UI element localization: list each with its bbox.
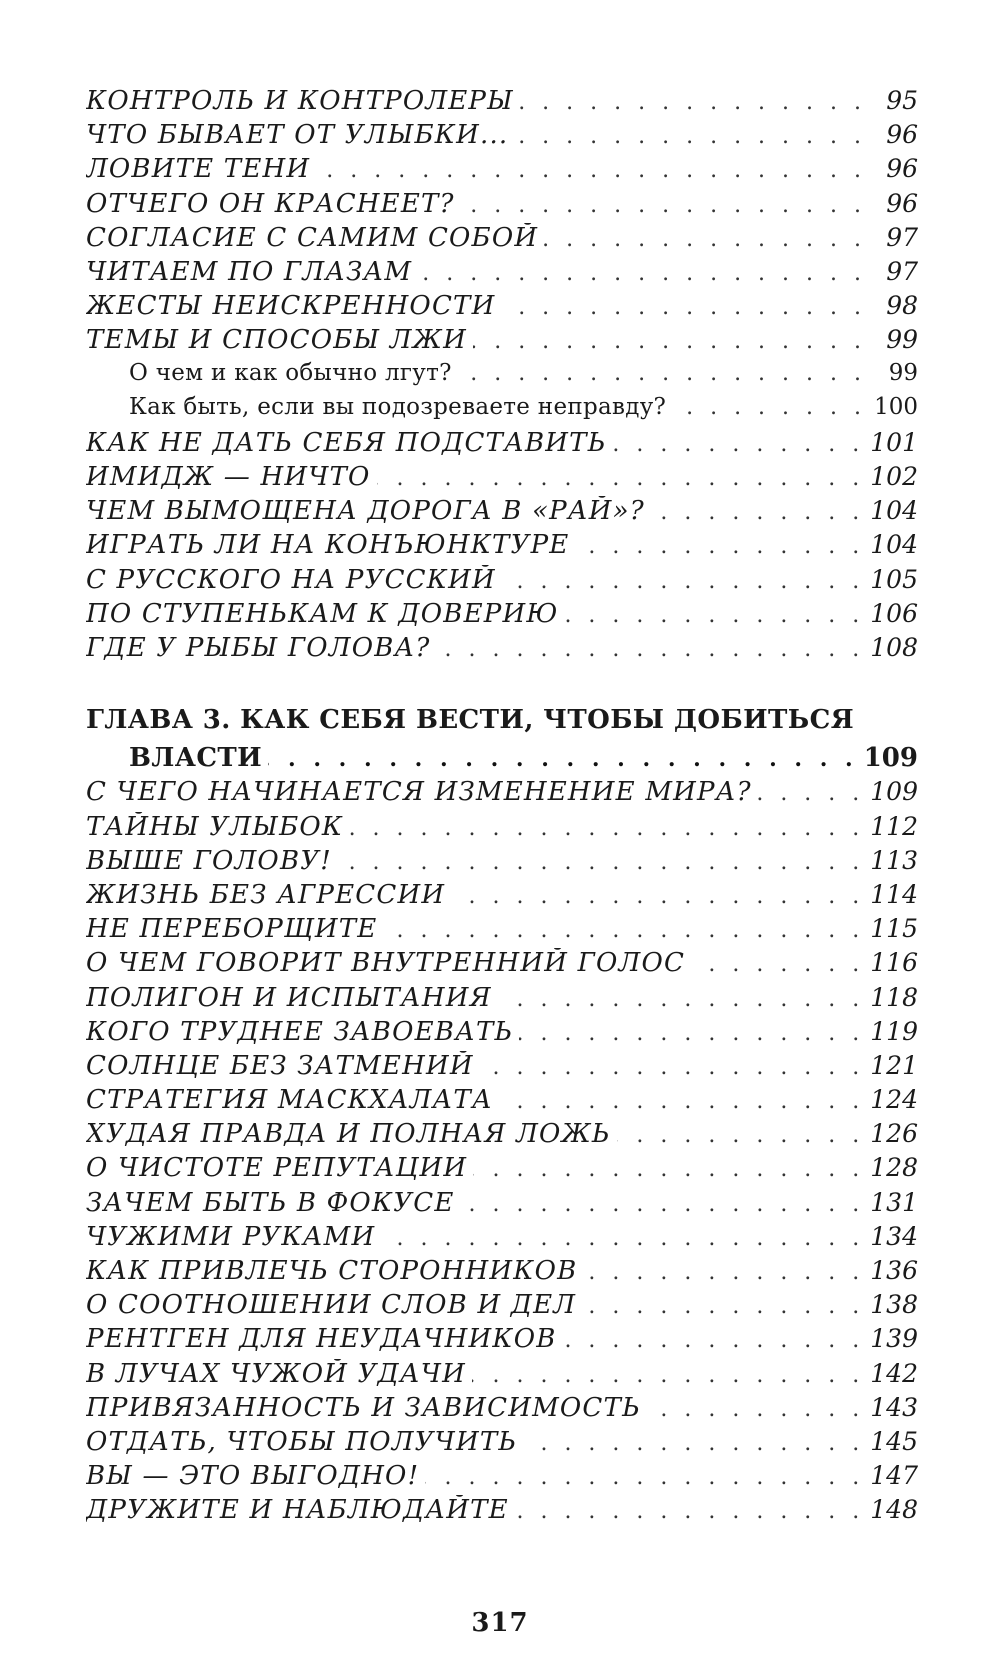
dot-leader	[563, 1328, 865, 1353]
toc-entry-title: ИМИДЖ — НИЧТО	[86, 462, 371, 493]
toc-entry	[86, 120, 918, 154]
toc-entry-page-number: 139	[870, 1324, 918, 1354]
toc-entry-title: ЗАЧЕМ БЫТЬ В ФОКУСЕ	[86, 1187, 455, 1218]
toc-entry	[86, 1324, 918, 1358]
toc-entry-title: ОТЧЕГО ОН КРАСНЕЕТ?	[86, 188, 455, 219]
toc-entry-title: ИГРАТЬ ЛИ НА КОНЪЮНКТУРЕ	[86, 530, 570, 561]
toc-entry	[86, 530, 918, 564]
dot-leader	[458, 361, 866, 386]
toc-entry-page-number: 96	[886, 188, 918, 218]
dot-leader	[473, 1157, 864, 1182]
toc-entry-title: О СООТНОШЕНИИ СЛОВ И ДЕЛ	[86, 1290, 577, 1321]
toc-entry	[86, 1495, 918, 1529]
toc-entry	[86, 257, 918, 291]
toc-entry	[86, 1222, 918, 1256]
toc-entry-page-number: 101	[870, 427, 918, 457]
toc-entry-page-number: 143	[870, 1392, 918, 1422]
dot-leader	[437, 637, 865, 662]
chapter-title-line1: ГЛАВА 3. КАК СЕБЯ ВЕСТИ, ЧТОБЫ ДОБИТЬСЯ	[86, 705, 855, 736]
dot-leader	[565, 603, 865, 628]
dot-leader	[383, 918, 864, 943]
toc-page	[86, 86, 918, 1530]
toc-entry-page-number: 109	[870, 777, 918, 807]
toc-entry-title: О ЧИСТОТЕ РЕПУТАЦИИ	[86, 1153, 468, 1184]
toc-entry	[86, 291, 918, 325]
toc-entry-title: ХУДАЯ ПРАВДА И ПОЛНАЯ ЛОЖЬ	[86, 1119, 611, 1150]
toc-entry	[86, 599, 918, 633]
toc-entry	[86, 1119, 918, 1153]
dot-leader	[381, 1226, 864, 1251]
toc-entry	[86, 154, 918, 188]
toc-entry	[86, 428, 918, 462]
dot-leader	[480, 1055, 865, 1080]
toc-entry	[86, 1290, 918, 1324]
toc-list-part2	[86, 777, 918, 1529]
toc-entry-title: ТЕМЫ И СПОСОБЫ ЛЖИ	[86, 325, 467, 356]
toc-entry-title: Как быть, если вы подозреваете неправду?	[129, 393, 667, 420]
toc-entry	[86, 1017, 918, 1051]
toc-entry-page-number: 134	[870, 1221, 918, 1251]
toc-entry-title: ЧЕМ ВЫМОЩЕНА ДОРОГА В «РАЙ»?	[86, 496, 645, 527]
toc-entry-page-number: 118	[870, 982, 918, 1012]
toc-entry-title: ПО СТУПЕНЬКАМ К ДОВЕРИЮ	[86, 598, 559, 629]
dot-leader	[377, 466, 865, 491]
toc-entry-title: ЖИЗНЬ БЕЗ АГРЕССИИ	[86, 879, 446, 910]
toc-entry-title: КАК ПРИВЛЕЧЬ СТОРОННИКОВ	[86, 1256, 578, 1286]
toc-entry-page-number: 115	[870, 914, 918, 944]
toc-entry-title: В ЛУЧАХ ЧУЖОЙ УДАЧИ	[86, 1358, 466, 1389]
dot-leader	[461, 1192, 865, 1217]
toc-entry-title: КОГО ТРУДНЕЕ ЗАВОЕВАТЬ	[86, 1016, 514, 1047]
toc-entry	[86, 1153, 918, 1187]
dot-leader	[583, 1260, 864, 1285]
toc-entry-page-number: 114	[870, 879, 918, 909]
toc-entry-page-number: 147	[870, 1461, 918, 1491]
toc-entry-page-number: 126	[870, 1119, 918, 1149]
toc-entry-title: О чем и как обычно лгут?	[129, 359, 452, 386]
toc-subentry	[86, 394, 918, 428]
dot-leader	[612, 432, 864, 457]
dot-leader	[544, 227, 866, 252]
dot-leader	[691, 952, 864, 977]
toc-entry-page-number: 104	[870, 530, 918, 560]
toc-entry-page-number: 97	[886, 256, 918, 286]
dot-leader	[519, 1021, 864, 1046]
toc-entry-title: КОНТРОЛЬ И КОНТРОЛЕРЫ	[86, 86, 514, 116]
toc-entry-title: СТРАТЕГИЯ МАСКХАЛАТА	[86, 1085, 493, 1116]
chapter-heading	[86, 705, 918, 777]
dot-leader	[338, 850, 864, 875]
toc-entry	[86, 1051, 918, 1085]
toc-entry-page-number: 99	[888, 359, 918, 386]
toc-entry	[86, 777, 918, 811]
dot-leader	[418, 261, 866, 286]
chapter-page-number: 109	[863, 743, 918, 774]
toc-entry-title: С ЧЕГО НАЧИНАЕТСЯ ИЗМЕНЕНИЕ МИРА?	[86, 777, 752, 808]
toc-entry-page-number: 131	[870, 1187, 918, 1217]
toc-entry-title: ВЫ — ЭТО ВЫГОДНО!	[86, 1461, 420, 1492]
toc-entry	[86, 223, 918, 257]
toc-entry	[86, 1427, 918, 1461]
toc-entry-title: ЖЕСТЫ НЕИСКРЕННОСТИ	[86, 291, 496, 322]
dot-leader	[502, 569, 864, 594]
toc-entry-page-number: 104	[870, 496, 918, 526]
toc-entry-title: ПОЛИГОН И ИСПЫТАНИЯ	[86, 982, 492, 1013]
dot-leader	[651, 500, 864, 525]
toc-entry-page-number: 119	[870, 1016, 918, 1046]
toc-entry-page-number: 95	[886, 86, 918, 115]
toc-entry-title: С РУССКОГО НА РУССКИЙ	[86, 564, 496, 595]
dot-leader	[523, 1431, 864, 1456]
toc-entry-title: НЕ ПЕРЕБОРЩИТЕ	[86, 914, 378, 945]
toc-entry	[86, 462, 918, 496]
chapter-title-line2: ВЛАСТИ	[129, 743, 263, 774]
page-folio: 317	[471, 1608, 529, 1638]
toc-entry	[86, 914, 918, 948]
toc-entry-page-number: 138	[870, 1290, 918, 1320]
toc-entry-page-number: 113	[870, 845, 918, 875]
toc-entry	[86, 189, 918, 223]
toc-entry-page-number: 142	[870, 1358, 918, 1388]
dot-leader	[498, 987, 865, 1012]
chapter-title-line2-row	[86, 743, 918, 777]
toc-entry	[86, 983, 918, 1017]
toc-entry-page-number: 96	[886, 120, 918, 150]
toc-entry-page-number: 100	[874, 393, 918, 420]
toc-entry-title: ГДЕ У РЫБЫ ГОЛОВА?	[86, 633, 431, 663]
toc-entry-page-number: 102	[870, 462, 918, 492]
dot-leader	[461, 193, 866, 218]
toc-entry-page-number: 121	[870, 1050, 918, 1080]
dot-leader	[514, 124, 866, 149]
toc-entry-title: СОЛНЦЕ БЕЗ ЗАТМЕНИЙ	[86, 1050, 474, 1081]
toc-entry-title: КАК НЕ ДАТЬ СЕБЯ ПОДСТАВИТЬ	[86, 427, 607, 458]
toc-entry	[86, 325, 918, 359]
dot-leader	[515, 1499, 864, 1524]
dot-leader	[268, 746, 858, 772]
dot-leader	[617, 1123, 865, 1148]
toc-entry	[86, 1256, 918, 1290]
toc-entry	[86, 86, 918, 120]
toc-entry-title: О ЧЕМ ГОВОРИТ ВНУТРЕННИЙ ГОЛОС	[86, 948, 686, 979]
toc-entry	[86, 565, 918, 599]
toc-entry-page-number: 124	[870, 1085, 918, 1115]
toc-entry	[86, 496, 918, 530]
toc-entry	[86, 846, 918, 880]
toc-entry-title: ТАЙНЫ УЛЫБОК	[86, 811, 344, 842]
dot-leader	[501, 295, 866, 320]
toc-entry	[86, 1359, 918, 1393]
dot-leader	[349, 816, 864, 841]
toc-entry-title: ВЫШЕ ГОЛОВУ!	[86, 845, 332, 876]
toc-entry-title: ДРУЖИТЕ И НАБЛЮДАЙТЕ	[86, 1495, 509, 1526]
toc-entry-page-number: 112	[870, 811, 918, 841]
dot-leader	[647, 1397, 864, 1422]
toc-entry-title: СОГЛАСИЕ С САМИМ СОБОЙ	[86, 222, 539, 253]
toc-entry-title: ОТДАТЬ, ЧТОБЫ ПОЛУЧИТЬ	[86, 1426, 518, 1457]
toc-entry-page-number: 97	[886, 222, 918, 252]
dot-leader	[473, 329, 866, 354]
toc-entry-page-number: 136	[870, 1256, 918, 1285]
dot-leader	[451, 884, 864, 909]
toc-subentry	[86, 360, 918, 394]
toc-entry-title: ЧУЖИМИ РУКАМИ	[86, 1221, 376, 1252]
dot-leader	[425, 1465, 864, 1490]
toc-entry-page-number: 99	[886, 325, 918, 355]
toc-entry-title: ПРИВЯЗАННОСТЬ И ЗАВИСИМОСТЬ	[86, 1392, 641, 1423]
dot-leader	[499, 1089, 864, 1114]
dot-leader	[472, 1363, 864, 1388]
toc-entry-page-number: 105	[870, 564, 918, 594]
toc-entry-title: ЧТО БЫВАЕТ ОТ УЛЫБКИ...	[86, 120, 509, 151]
toc-entry	[86, 812, 918, 846]
toc-entry-title: ЛОВИТЕ ТЕНИ	[86, 154, 311, 185]
toc-entry-title: РЕНТГЕН ДЛЯ НЕУДАЧНИКОВ	[86, 1324, 557, 1355]
toc-list-part1	[86, 86, 918, 667]
toc-entry-page-number: 128	[870, 1153, 918, 1183]
toc-entry-page-number: 148	[870, 1495, 918, 1525]
toc-entry-page-number: 145	[870, 1426, 918, 1456]
toc-entry	[86, 948, 918, 982]
toc-entry-page-number: 98	[886, 291, 918, 321]
toc-entry-page-number: 106	[870, 598, 918, 628]
toc-entry	[86, 1188, 918, 1222]
toc-entry	[86, 1393, 918, 1427]
toc-entry-page-number: 116	[870, 948, 918, 978]
toc-entry-page-number: 108	[870, 633, 918, 662]
toc-entry-title: ЧИТАЕМ ПО ГЛАЗАМ	[86, 256, 413, 287]
dot-leader	[672, 395, 866, 420]
toc-entry	[86, 633, 918, 667]
dot-leader	[582, 1294, 864, 1319]
toc-entry	[86, 1461, 918, 1495]
dot-leader	[520, 90, 866, 115]
dot-leader	[575, 534, 864, 559]
toc-entry-page-number: 96	[886, 154, 918, 184]
dot-leader	[316, 158, 866, 183]
dot-leader	[758, 781, 865, 806]
toc-entry	[86, 880, 918, 914]
toc-entry	[86, 1085, 918, 1119]
